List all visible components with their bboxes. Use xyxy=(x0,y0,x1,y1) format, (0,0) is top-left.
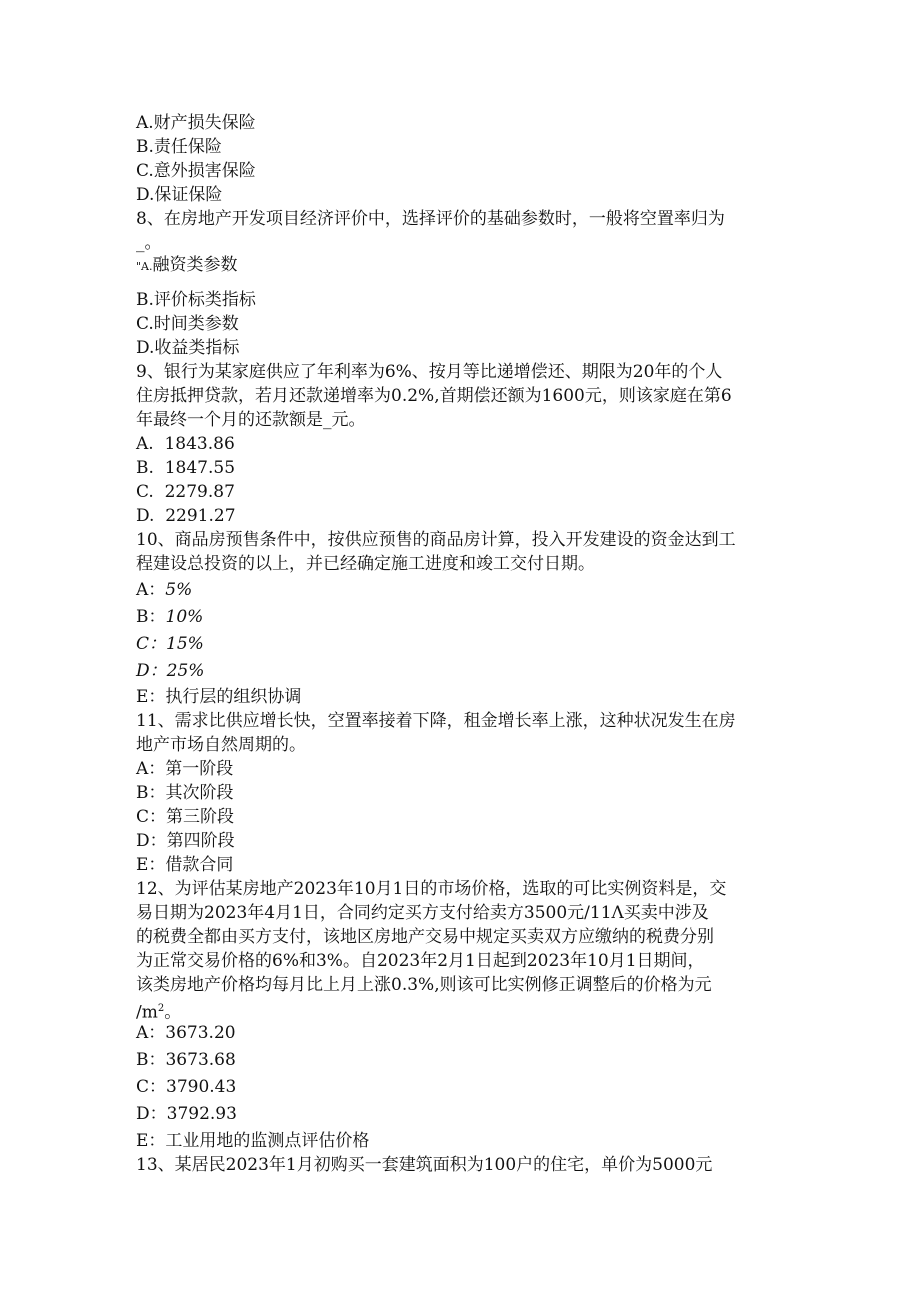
q10-option-b-value: 10% xyxy=(165,607,204,627)
q7-option-b: B.责任保险 xyxy=(136,137,222,157)
q12-option-b: B：3673.68 xyxy=(136,1050,236,1070)
q12-stem-line-5: 该类房地产价格均每月比上月上涨0.3%,则该可比实例修正调整后的价格为元 xyxy=(136,975,712,995)
q11-option-c: C：第三阶段 xyxy=(136,807,235,827)
q9-option-d: D. 2291.27 xyxy=(136,506,236,526)
q8-option-c: C.时间类参数 xyxy=(136,314,239,334)
q11-option-b: B：其次阶段 xyxy=(136,783,234,803)
q9-option-b: B. 1847.55 xyxy=(136,458,236,478)
q12-stem-line-2: 易日期为2023年4月1日，合同约定买方支付给卖方3500元/11Λ买卖中涉及 xyxy=(136,903,709,923)
q10-option-a-label: A： xyxy=(136,580,166,600)
q12-option-e: E：工业用地的监测点评估价格 xyxy=(136,1131,370,1151)
q8-option-a-prefix: "A. xyxy=(136,260,153,273)
q10-option-c-label: C： xyxy=(136,634,167,654)
q12-unit-base: /m xyxy=(136,1002,158,1023)
q10-option-b-label: B： xyxy=(136,607,166,627)
q9-option-c: C. 2279.87 xyxy=(136,482,235,502)
q8-stem: 8、在房地产开发项目经济评价中，选择评价的基础参数时，一般将空置率归为 xyxy=(136,209,725,229)
q10-option-e: E：执行层的组织协调 xyxy=(136,687,302,707)
q8-stem-tail: _。 xyxy=(136,233,162,253)
q10-option-c xyxy=(136,634,204,654)
q12-stem-line-3: 的税费全都由买方支付，该地区房地产交易中规定买卖双方应缴纳的税费分别 xyxy=(136,927,714,947)
q8-option-b: B.评价标类指标 xyxy=(136,290,256,310)
q7-option-c: C.意外损害保险 xyxy=(136,161,256,181)
q12-stem-line-1: 12、为评估某房地产2023年10月1日的市场价格，选取的可比实例资料是，交 xyxy=(136,879,727,899)
q8-option-d: D.收益类指标 xyxy=(136,338,240,358)
q10-option-a xyxy=(136,580,192,600)
q10-stem-line-2: 程建设总投资的以上，并已经确定施工进度和竣工交付日期。 xyxy=(136,554,595,574)
q9-stem-line-3: 年最终一个月的还款额是_元。 xyxy=(136,410,366,430)
q10-stem-line-1: 10、商品房预售条件中，按供应预售的商品房计算，投入开发建设的资金达到工 xyxy=(136,530,736,550)
q8-option-a-text: 融资类参数 xyxy=(152,255,238,275)
q9-stem-line-1: 9、银行为某家庭供应了年利率为6%、按月等比递增偿还、期限为20年的个人 xyxy=(136,362,723,382)
q11-option-e: E：借款合同 xyxy=(136,855,234,875)
q12-unit xyxy=(136,999,181,1023)
q9-stem-line-2: 住房抵押贷款，若月还款递增率为0.2%,首期偿还额为1600元，则该家庭在第6 xyxy=(136,386,732,406)
q11-stem-line-2: 地产市场自然周期的。 xyxy=(136,735,306,755)
q9-option-a: A. 1843.86 xyxy=(136,434,235,454)
q10-option-d xyxy=(136,661,204,681)
q7-option-a: A.财产损失保险 xyxy=(136,113,256,133)
q10-option-b xyxy=(136,607,203,627)
q12-option-a: A：3673.20 xyxy=(136,1023,236,1043)
q12-option-c: C：3790.43 xyxy=(136,1077,237,1097)
q10-option-a-value: 5% xyxy=(165,580,193,600)
q10-option-d-value: 25% xyxy=(166,661,205,681)
q11-option-d: D：第四阶段 xyxy=(136,831,235,851)
q12-stem-line-4: 为正常交易价格的6%和3%。自2023年2月1日起到2023年10月1日期间， xyxy=(136,951,705,971)
q12-unit-sup: 2 xyxy=(157,1003,165,1014)
q7-option-d: D.保证保险 xyxy=(136,185,223,205)
q8-option-a xyxy=(136,255,238,277)
q12-unit-tail: 。 xyxy=(164,1002,182,1023)
q11-stem-line-1: 11、需求比供应增长快，空置率接着下降，租金增长率上涨，这种状况发生在房 xyxy=(136,711,736,731)
q12-option-d: D：3792.93 xyxy=(136,1104,237,1124)
q13-stem-line-1: 13、某居民2023年1月初购买一套建筑面积为100户的住宅，单价为5000元 xyxy=(136,1155,713,1175)
q10-option-d-label: D： xyxy=(136,661,167,681)
q10-option-c-value: 15% xyxy=(166,634,204,654)
q11-option-a: A：第一阶段 xyxy=(136,759,234,779)
